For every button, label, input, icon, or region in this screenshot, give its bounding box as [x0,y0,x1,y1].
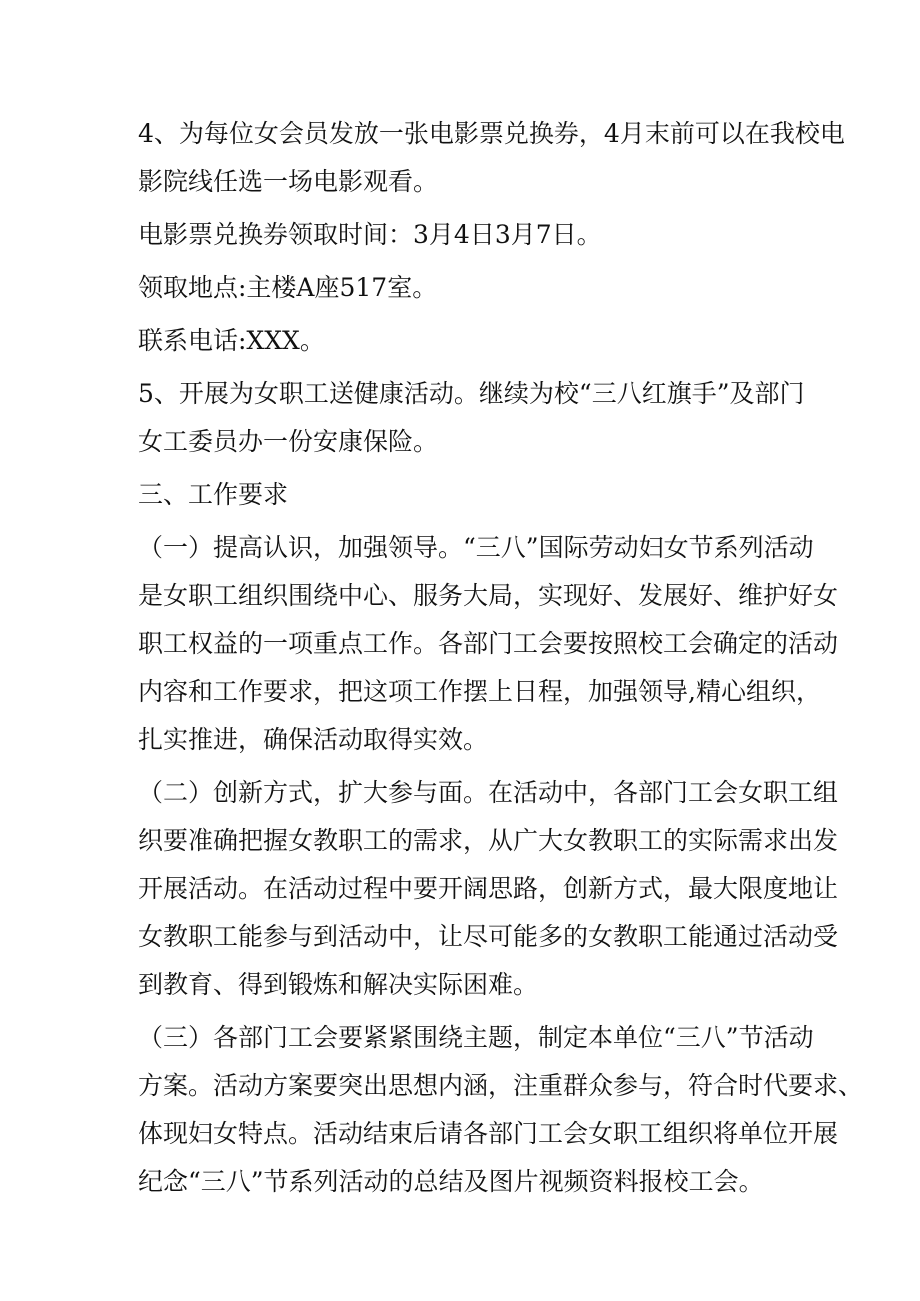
text-line: 到教育、得到锻炼和解决实际困难。 [138,970,539,999]
text-line: 5、开展为女职工送健康活动。继续为校“三八红旗手”及部门 [138,379,805,408]
paragraph-item-4 [138,110,845,206]
text-line: （二）创新方式，扩大参与面。在活动中，各部门工会女职工组 [138,778,839,807]
text-line: 扎实推进，确保活动取得实效。 [138,725,489,754]
text-line: 领取地点:主楼A座517室。 [138,273,438,302]
paragraph-pickup-time [138,211,800,259]
text-line: 联系电话:XXX。 [138,326,325,355]
paragraph-contact-phone [138,317,800,365]
text-line: 开展活动。在活动过程中要开阔思路，创新方式，最大限度地让 [138,874,839,903]
text-line: 电影票兑换券领取时间：3月4日3月7日。 [138,220,602,249]
text-line: 职工权益的一项重点工作。各部门工会要按照校工会确定的活动 [138,629,839,658]
text-line: 女工委员办一份安康保险。 [138,427,439,456]
text-line: （一）提高认识，加强领导。“三八”国际劳动妇女节系列活动 [138,533,814,562]
paragraph-item-5 [138,370,805,466]
paragraph-requirement-2 [138,769,839,1009]
section-heading: 三、工作要求 [138,480,289,509]
text-line: 4、为每位女会员发放一张电影票兑换券，4月末前可以在我校电 [138,119,845,148]
text-line: 纪念“三八”节系列活动的总结及图片视频资料报校工会。 [138,1167,764,1196]
text-line: 方案。活动方案要突出思想内涵，注重群众参与，符合时代要求、 [138,1071,864,1100]
text-line: 织要准确把握女教职工的需求，从广大女教职工的实际需求出发 [138,826,839,855]
text-line: （三）各部门工会要紧紧围绕主题，制定本单位“三八”节活动 [138,1023,814,1052]
text-line: 体现妇女特点。活动结束后请各部门工会女职工组织将单位开展 [138,1119,839,1148]
text-line: 内容和工作要求，把这项工作摆上日程，加强领导,精心组织， [138,677,821,706]
section-heading-work-requirements [138,471,800,519]
paragraph-requirement-3 [138,1014,864,1206]
text-line: 女教职工能参与到活动中，让尽可能多的女教职工能通过活动受 [138,922,839,951]
text-line: 影院线任选一场电影观看。 [138,167,439,196]
paragraph-pickup-location [138,264,800,312]
text-line: 是女职工组织围绕中心、服务大局，实现好、发展好、维护好女 [138,581,839,610]
paragraph-requirement-1 [138,524,839,764]
